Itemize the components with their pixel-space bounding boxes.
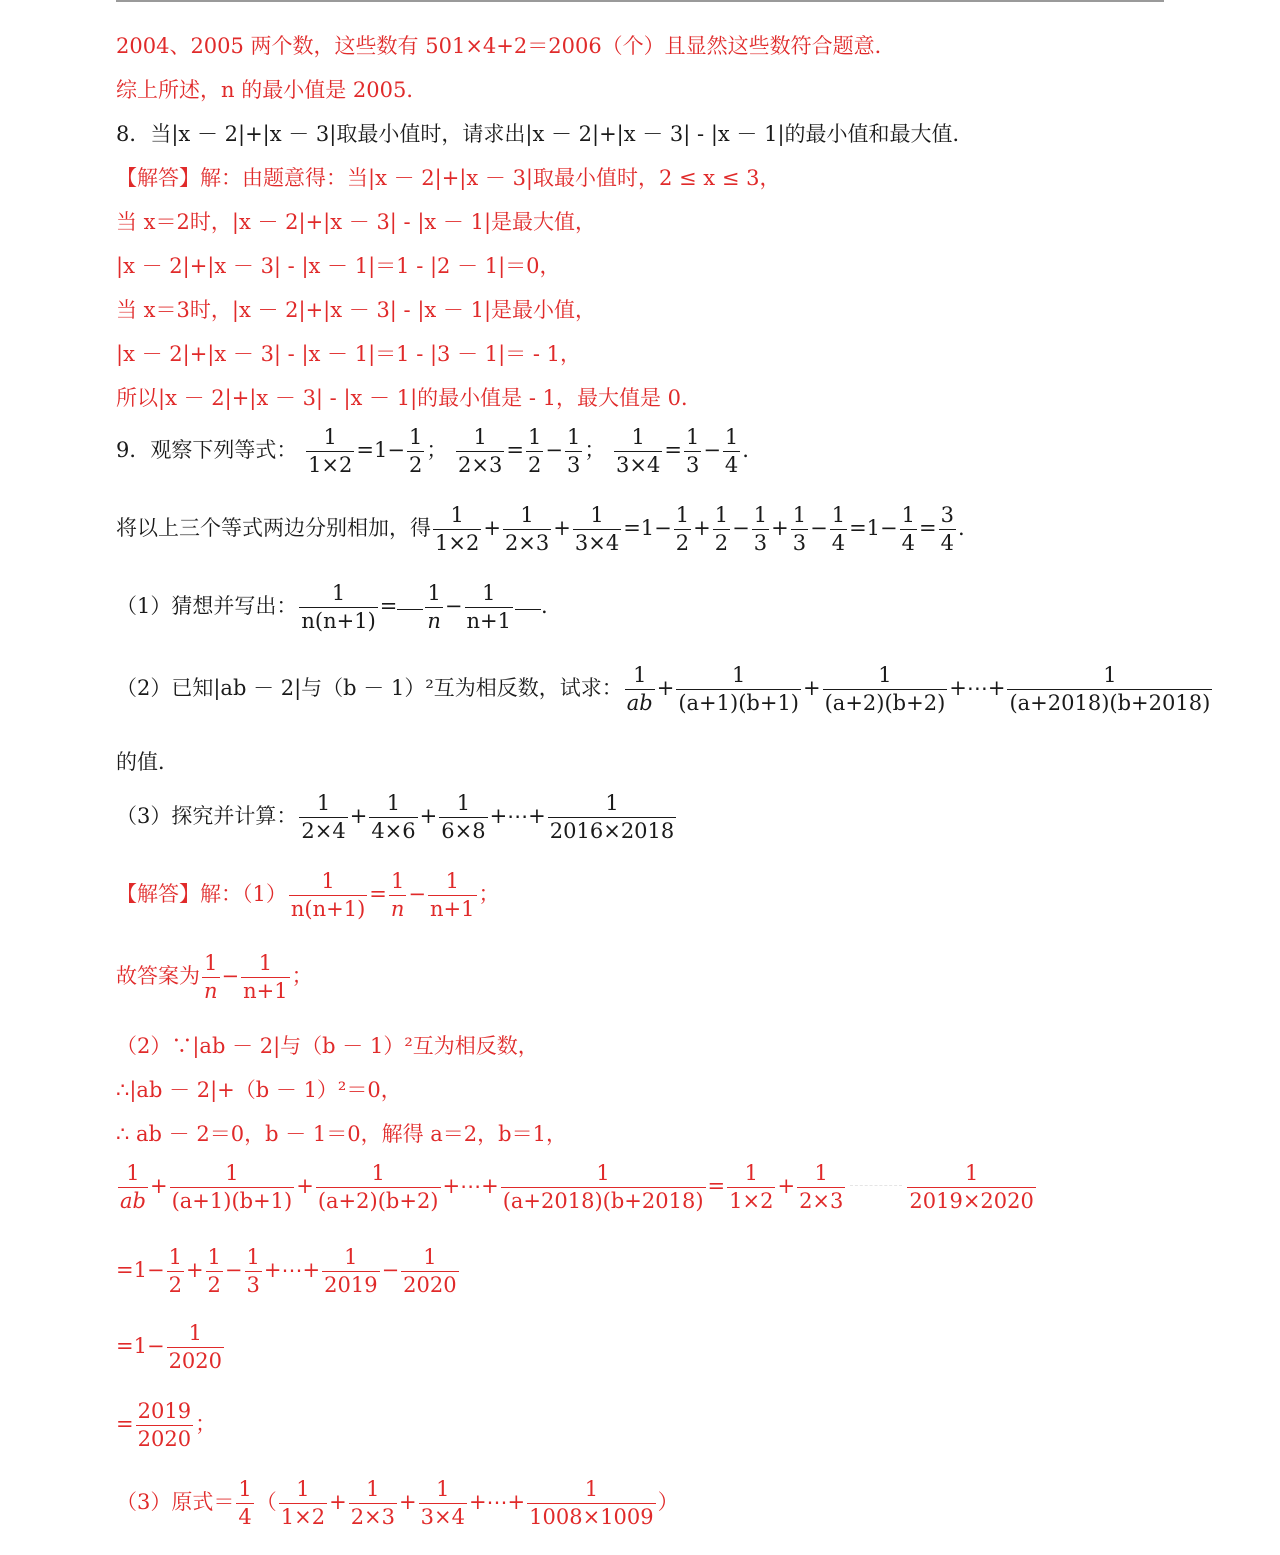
- fraction: $\frac{1}{2}$: [714, 503, 729, 555]
- fraction: $\frac{1}{3}$: [685, 425, 700, 477]
- fraction: $\frac{1}{2\times 3}$: [350, 1477, 396, 1529]
- fraction: $\frac{1}{2\times 3}$: [504, 503, 550, 555]
- fraction: $\frac{1}{3\times 4}$: [616, 425, 661, 477]
- fraction: $\frac{1}{2}$: [675, 503, 690, 555]
- answer-line: ∴|ab － 2|+（b － 1）²＝0，: [116, 1078, 402, 1102]
- fraction: $\frac{1}{3}$: [566, 425, 581, 477]
- part-3-label: （3）探究并计算：: [116, 804, 298, 828]
- answer-head: 【解答】解：（1）: [116, 882, 287, 906]
- answer-line: 当 x＝2时，|x － 2|+|x － 3| - |x － 1|是最大值，: [116, 210, 597, 234]
- top-rule: [116, 0, 1164, 2]
- answer-line: （2）∵|ab － 2|与（b － 1）²互为相反数，: [116, 1034, 539, 1058]
- fraction: $\frac{1}{ab}$: [626, 663, 653, 715]
- answer-label: 故答案为: [116, 964, 200, 988]
- fraction: $\frac{3}{4}$: [940, 503, 954, 555]
- answer-blank: [397, 605, 423, 610]
- fraction: $\frac{1}{n(n+1)}$: [301, 581, 376, 633]
- fraction: $\frac{1}{3\times 4}$: [420, 1477, 465, 1529]
- fraction: $\frac{1}{1008\times 1009}$: [529, 1477, 654, 1529]
- question-9-part-3: （3）探究并计算： $\frac{1}{2\times 4}$ + $\frac{1}{4\times 6}$ + $\frac{1}{6\times 8}$ +⋯+ $\frac{1}{2016\times 2018}$: [116, 791, 675, 843]
- answer-expression: =1− $\frac{1}{2020}$: [116, 1321, 223, 1373]
- combine-label: 将以上三个等式两边分别相加，得: [116, 516, 431, 540]
- answer-line: |x － 2|+|x － 3| - |x － 1|＝1 - |2 － 1|＝0，: [116, 254, 561, 278]
- fraction: $\frac{1}{1\times 2}$: [729, 1161, 774, 1213]
- fraction: $\frac{1}{n+1}$: [243, 951, 288, 1003]
- question-9-label: 9．观察下列等式：: [116, 438, 298, 462]
- part-1-label: （1）猜想并写出：: [116, 594, 298, 618]
- answer-line: 当 x＝3时，|x － 2|+|x － 3| - |x － 1|是最小值，: [116, 298, 597, 322]
- fraction: $\frac{1}{ab}$: [120, 1161, 146, 1213]
- fraction: $\frac{1}{2016\times 2018}$: [549, 791, 675, 843]
- fraction: $\frac{2019}{2020}$: [137, 1399, 192, 1451]
- fraction: $\frac{1}{2}$: [408, 425, 423, 477]
- answer-expression: $\frac{1}{ab}$ + $\frac{1}{(a+1)(b+1)}$ + $\frac{1}{(a+2)(b+2)}$ +⋯+ $\frac{1}{(a+2018)(b+2018)}$ = $\frac{1}{1\times 2}$ + $\frac{1}{2\times 3}$ $\frac{1}{2019\times 2020}$: [120, 1161, 1034, 1213]
- question-9-combine: 将以上三个等式两边分别相加，得 $\frac{1}{1\times 2}$ + $\frac{1}{2\times 3}$ + $\frac{1}{3\times 4}$ =1− $\frac{1}{2}$ + $\frac{1}{2}$ − $\frac{1}{3}$ + $\frac{1}{3}$ − $\frac{1}{4}$ =1− $\frac{1}{4}$ = $\frac{3}{4}$ .: [116, 503, 965, 555]
- fraction: $\frac{1}{3}$: [753, 503, 768, 555]
- fraction: $\frac{1}{4}$: [831, 503, 846, 555]
- fraction: $\frac{1}{n}$: [427, 581, 441, 633]
- fraction: $\frac{1}{1\times 2}$: [435, 503, 480, 555]
- fraction: $\frac{1}{n+1}$: [430, 869, 475, 921]
- fraction: $\frac{1}{4}$: [238, 1477, 252, 1529]
- fraction: $\frac{1}{(a+1)(b+1)}$: [678, 663, 799, 715]
- fraction: $\frac{1}{1\times 2}$: [280, 1477, 326, 1529]
- answer-label: （3）原式＝: [116, 1490, 235, 1514]
- fraction: $\frac{1}{2019\times 2020}$: [909, 1161, 1034, 1213]
- answer-line: 所以|x － 2|+|x － 3| - |x － 1|的最小值是 - 1，最大值是 0．: [116, 386, 702, 410]
- fraction: $\frac{1}{4}$: [724, 425, 739, 477]
- answer-line: |x － 2|+|x － 3| - |x － 1|＝1 - |3 － 1|＝ - 1，: [116, 342, 581, 366]
- fraction: $\frac{1}{2\times 3}$: [799, 1161, 844, 1213]
- answer-line: ∴ ab － 2＝0，b － 1＝0，解得 a＝2，b＝1，: [116, 1122, 567, 1146]
- answer-expression: = $\frac{2019}{2020}$ ；: [116, 1399, 217, 1451]
- fraction: $\frac{1}{4}$: [901, 503, 916, 555]
- fraction: $\frac{1}{2}$: [207, 1245, 221, 1297]
- faded-mark: [850, 1185, 902, 1190]
- fraction: $\frac{1}{2\times 3}$: [458, 425, 503, 477]
- part-2-label: （2）已知|ab － 2|与（b － 1）²互为相反数，试求：: [116, 676, 623, 700]
- answer-blank: [515, 605, 541, 610]
- fraction: $\frac{1}{2020}$: [403, 1245, 457, 1297]
- fraction: $\frac{1}{4\times 6}$: [371, 791, 416, 843]
- fraction: $\frac{1}{1\times 2}$: [308, 425, 353, 477]
- fraction: $\frac{1}{(a+2)(b+2)}$: [824, 663, 946, 715]
- fraction: $\frac{1}{(a+1)(b+1)}$: [171, 1161, 293, 1213]
- fraction: $\frac{1}{n}$: [390, 869, 405, 921]
- answer-part-1: 【解答】解：（1） $\frac{1}{n(n+1)}$ = $\frac{1}{n}$ − $\frac{1}{n+1}$ ；: [116, 869, 500, 921]
- question-9-part-1: （1）猜想并写出： $\frac{1}{n(n+1)}$ = $\frac{1}{n}$ − $\frac{1}{n+1}$ .: [116, 581, 548, 633]
- fraction: $\frac{1}{n(n+1)}$: [290, 869, 366, 921]
- answer-part-1-result: 故答案为 $\frac{1}{n}$ − $\frac{1}{n+1}$ ；: [116, 951, 313, 1003]
- fraction: $\frac{1}{n}$: [204, 951, 218, 1003]
- question-8: 8．当|x － 2|+|x － 3|取最小值时，请求出|x － 2|+|x － 3| - |x － 1|的最小值和最大值．: [116, 122, 974, 146]
- fraction: $\frac{1}{2020}$: [168, 1321, 223, 1373]
- fraction: $\frac{1}{3}$: [792, 503, 807, 555]
- question-9-intro: 9．观察下列等式： $\frac{1}{1\times 2}$ =1− $\frac{1}{2}$ ； $\frac{1}{2\times 3}$ = $\frac{1}{2}$ − $\frac{1}{3}$ ； $\frac{1}{3\times 4}$ = $\frac{1}{3}$ − $\frac{1}{4}$ .: [116, 425, 749, 477]
- fraction: $\frac{1}{3\times 4}$: [574, 503, 620, 555]
- fraction: $\frac{1}{2}$: [527, 425, 542, 477]
- answer-part-3: （3）原式＝ $\frac{1}{4}$ （ $\frac{1}{1\times 2}$ + $\frac{1}{2\times 3}$ + $\frac{1}{3\times 4}$ +⋯+ $\frac{1}{1008\times 1009}$ ）: [116, 1477, 679, 1529]
- fraction: $\frac{1}{2019}$: [324, 1245, 378, 1297]
- fraction: $\frac{1}{2\times 4}$: [301, 791, 346, 843]
- question-9-part-2: （2）已知|ab － 2|与（b － 1）²互为相反数，试求： $\frac{1}{ab}$ + $\frac{1}{(a+1)(b+1)}$ + $\frac{1}{(a+2)(b+2)}$ +⋯+ $\frac{1}{(a+2018)(b+2018)}$: [116, 663, 1211, 715]
- fraction: $\frac{1}{(a+2)(b+2)}$: [317, 1161, 439, 1213]
- answer-line: 【解答】解：由题意得：当|x － 2|+|x － 3|取最小值时，2 ≤ x ≤ 3，: [116, 166, 781, 190]
- text-line: 2004、2005 两个数，这些数有 501×4+2＝2006（个）且显然这些数符合题意．: [116, 34, 896, 58]
- fraction: $\frac{1}{n+1}$: [466, 581, 512, 633]
- fraction: $\frac{1}{2}$: [168, 1245, 182, 1297]
- question-9-part-2-tail: 的值．: [116, 750, 179, 774]
- answer-expression: =1− $\frac{1}{2}$ + $\frac{1}{2}$ − $\frac{1}{3}$ +⋯+ $\frac{1}{2019}$ − $\frac{1}{2020}$: [116, 1245, 457, 1297]
- fraction: $\frac{1}{3}$: [246, 1245, 260, 1297]
- fraction: $\frac{1}{6\times 8}$: [441, 791, 486, 843]
- fraction: $\frac{1}{(a+2018)(b+2018)}$: [1009, 663, 1211, 715]
- fraction: $\frac{1}{(a+2018)(b+2018)}$: [502, 1161, 704, 1213]
- text-line: 综上所述，n 的最小值是 2005．: [116, 78, 428, 102]
